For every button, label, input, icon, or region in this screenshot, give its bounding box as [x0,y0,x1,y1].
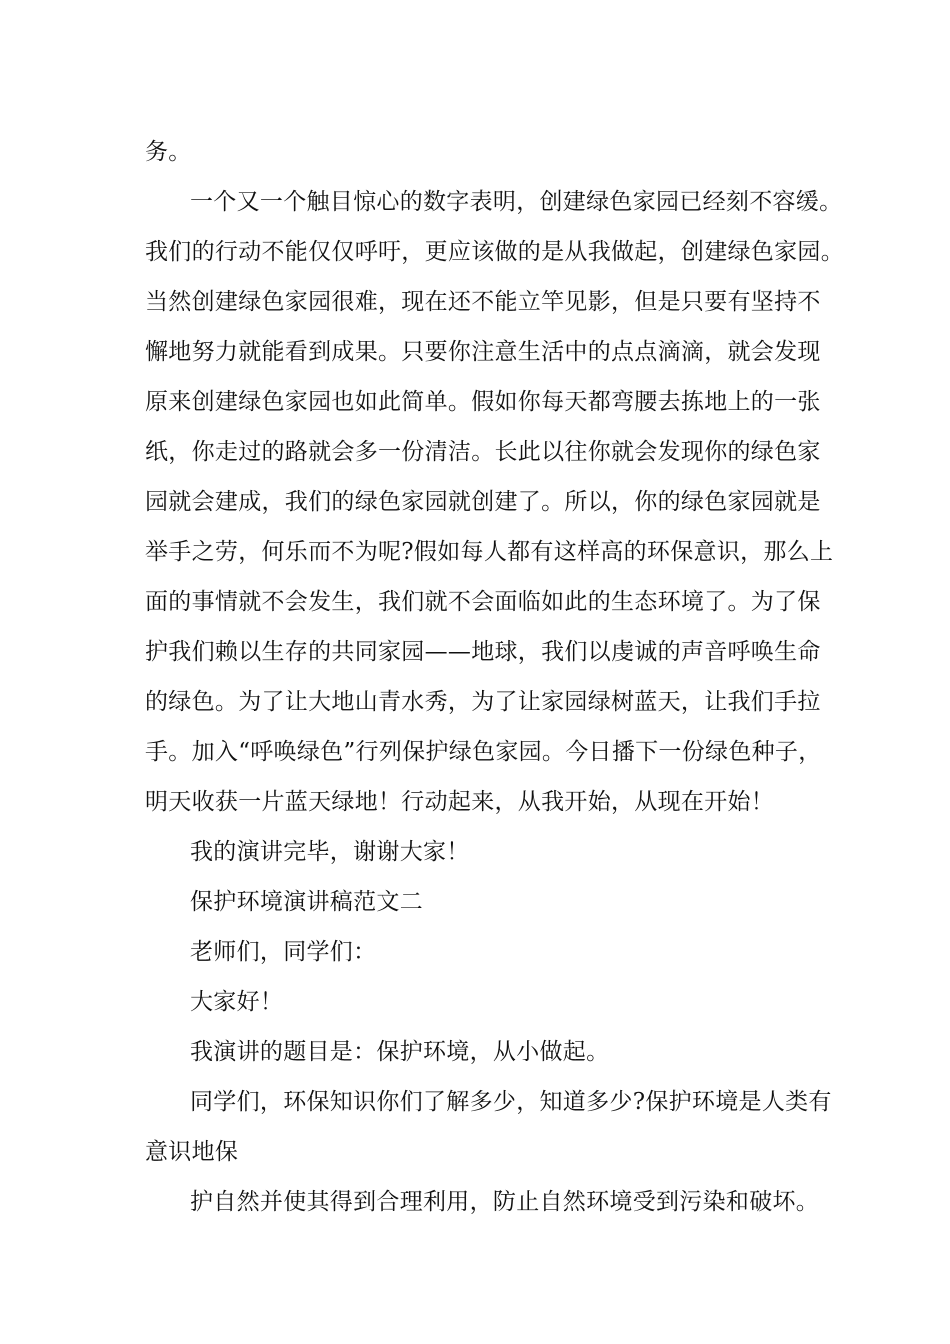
paragraph-start: 同学们，环保知识你们了解多少，知道多少?保护环境是人类有 [190,1089,832,1115]
text-line: 明天收获一片蓝天绿地！行动起来，从我开始，从现在开始！ [145,789,775,815]
text-line: 护我们赖以生存的共同家园——地球，我们以虔诚的声音呼唤生命 [145,639,821,665]
text-line: 纸，你走过的路就会多一份清洁。长此以往你就会发现你的绿色家 [145,439,821,465]
section-heading: 保护环境演讲稿范文二 [190,889,423,915]
text-line: 意识地保 [145,1139,239,1165]
text-line: 务。 [145,139,192,165]
text-line: 园就会建成，我们的绿色家园就创建了。所以，你的绿色家园就是 [145,489,821,515]
text-line: 举手之劳，何乐而不为呢?假如每人都有这样高的环保意识，那么上 [145,539,834,565]
text-line: 面的事情就不会发生，我们就不会面临如此的生态环境了。为了保 [145,589,821,615]
text-line: 懈地努力就能看到成果。只要你注意生活中的点点滴滴，就会发现 [145,339,821,365]
salutation: 老师们，同学们： [190,939,377,965]
text-line: 当然创建绿色家园很难，现在还不能立竿见影，但是只要有坚持不 [145,289,821,315]
text-line: 原来创建绿色家园也如此简单。假如你每天都弯腰去拣地上的一张 [145,389,821,415]
speech-topic: 我演讲的题目是：保护环境，从小做起。 [190,1039,610,1065]
closing-line: 我的演讲完毕，谢谢大家！ [190,839,470,865]
greeting: 大家好！ [190,989,284,1015]
paragraph-start: 护自然并使其得到合理利用，防止自然环境受到污染和破坏。 [190,1189,820,1215]
text-line: 手。加入“呼唤绿色”行列保护绿色家园。今日播下一份绿色种子， [145,739,822,765]
paragraph-start: 一个又一个触目惊心的数字表明，创建绿色家园已经刻不容缓。 [190,189,843,215]
text-line: 我们的行动不能仅仅呼吁，更应该做的是从我做起，创建绿色家园。 [145,239,844,265]
text-line: 的绿色。为了让大地山青水秀，为了让家园绿树蓝天，让我们手拉 [145,689,821,715]
